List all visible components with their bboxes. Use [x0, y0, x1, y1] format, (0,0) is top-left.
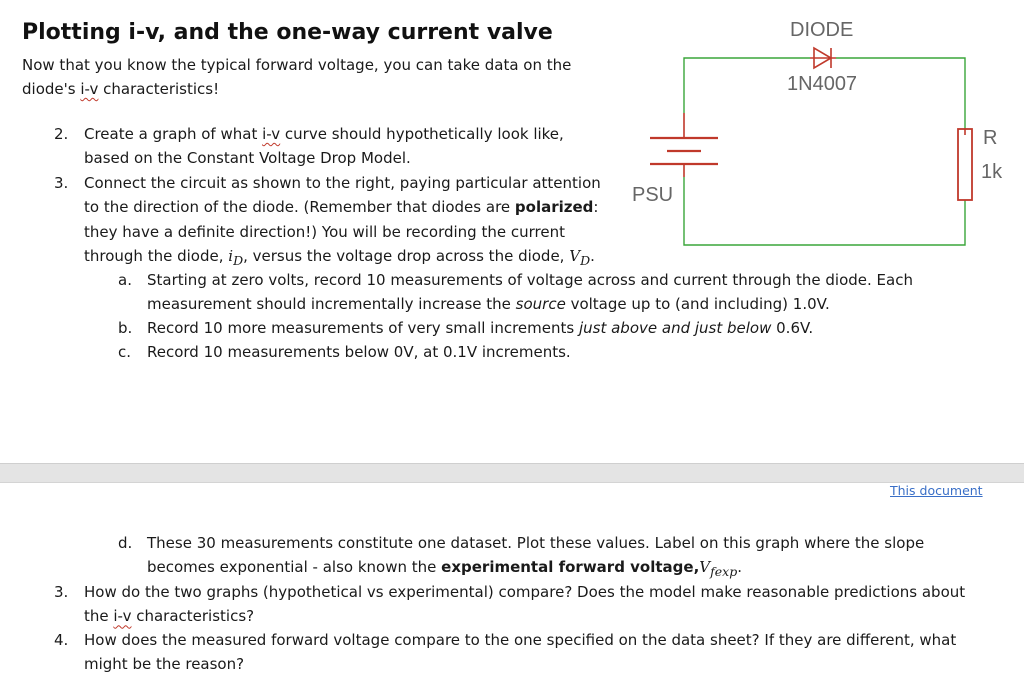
- list-number: 3.: [54, 583, 69, 601]
- resistor-icon: [958, 128, 972, 200]
- page-title: Plotting i-v, and the one-way current valve: [22, 20, 553, 45]
- sub-letter: b.: [118, 319, 133, 337]
- sub-text: Record 10 measurements below 0V, at 0.1V increments.: [147, 343, 571, 361]
- sub-letter: d.: [118, 534, 133, 552]
- list-text: How does the measured forward voltage compare to the one specified on the data sheet? If they are different, what might be the reason?: [84, 631, 957, 674]
- circuit-diagram: [600, 10, 1024, 260]
- intro-paragraph: Now that you know the typical forward voltage, you can take data on the diode's i-v characteristics!: [22, 56, 572, 98]
- spellcheck-iv: i-v: [80, 80, 99, 98]
- resistor-label: R: [983, 127, 998, 149]
- sub-text: Starting at zero volts, record 10 measurements of voltage across and current through the diode. Each measurement should incrementally increase the source voltage up to (and including) 1.0V.: [147, 271, 913, 314]
- diode-label: DIODE: [790, 19, 854, 41]
- list-number: 2.: [54, 125, 69, 143]
- sub-letter: a.: [118, 271, 132, 289]
- page-break-divider: [0, 463, 1024, 483]
- battery-icon: [650, 113, 718, 177]
- sub-text: These 30 measurements constitute one dataset. Plot these values. Label on this graph where the slope becomes exponential - also known the experimental forward $voltage,V_{fexp}$.: [147, 534, 925, 580]
- list-text: Connect the circuit as shown to the right, paying particular attention to the direction of the diode. (Remember that diodes are polarized: they have a definite direction!) You will be recording the current through the diode, $i_D$, versus the voltage drop across the diode, $V_D$.: [84, 174, 601, 268]
- this-document-link[interactable]: This document: [890, 483, 983, 498]
- sub-text: Record 10 more measurements of very small increments just above and just below 0.6V.: [147, 319, 814, 337]
- list-text: How do the two graphs (hypothetical vs experimental) compare? Does the model make reasonable predictions about the i-v characteristics?: [84, 583, 966, 626]
- diode-part-number: 1N4007: [787, 73, 858, 95]
- list-number: 4.: [54, 631, 69, 649]
- sub-letter: c.: [118, 343, 132, 361]
- list-text: Create a graph of what i-v curve should hypothetically look like, based on the Constant Voltage Drop Model.: [84, 125, 564, 168]
- resistor-value: 1k: [981, 161, 1003, 183]
- diode-icon: [810, 48, 836, 68]
- list-number: 3.: [54, 174, 69, 192]
- psu-label: PSU: [632, 184, 674, 206]
